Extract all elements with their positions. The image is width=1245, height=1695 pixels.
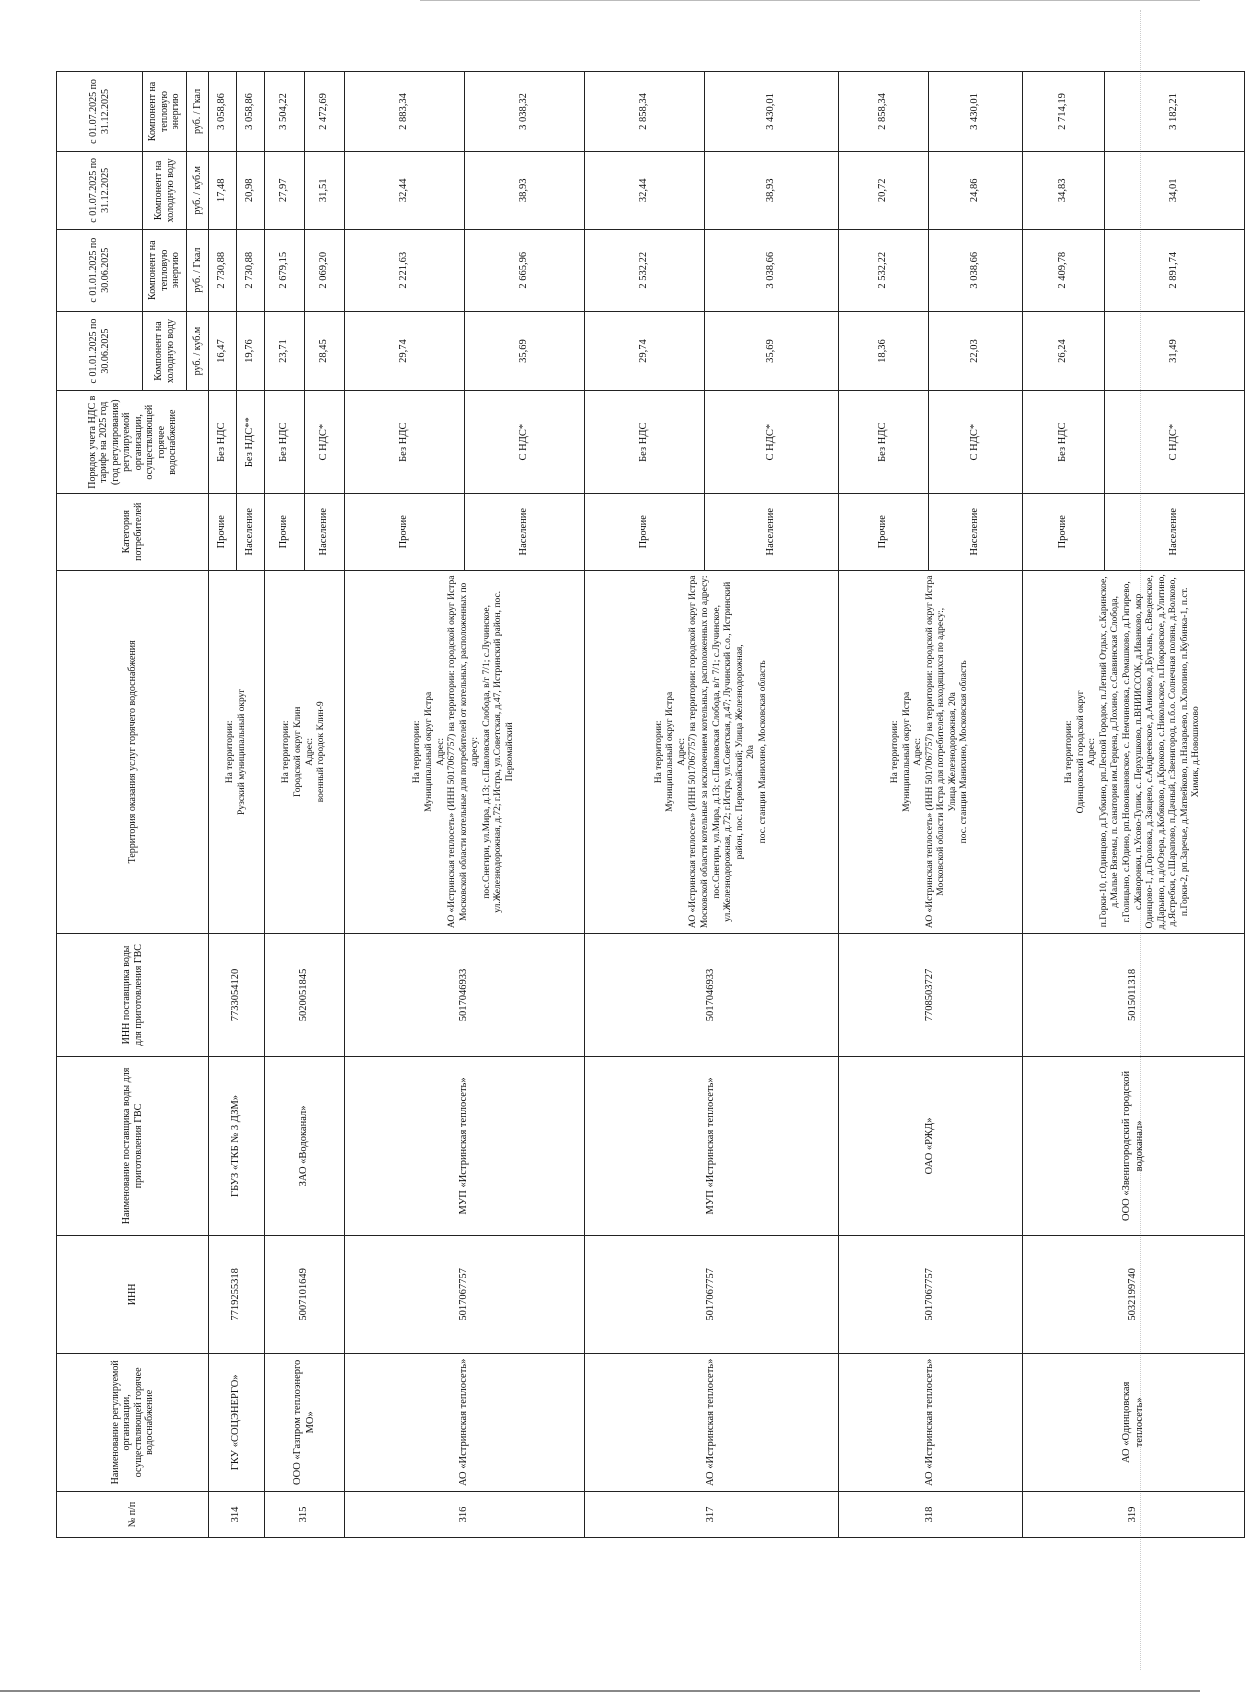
consumer-category: Прочие <box>265 493 305 570</box>
row-number: 318 <box>839 1491 1023 1537</box>
supplier-name: ГБУЗ «ТКБ № 3 ДЗМ» <box>209 1056 265 1235</box>
cold-water-h1: 35,69 <box>705 311 839 391</box>
table-body <box>209 72 1245 1538</box>
consumer-category: Население <box>929 493 1023 570</box>
consumer-category: Население <box>237 493 265 570</box>
row-number: 317 <box>585 1491 839 1537</box>
cold-water-h2: 34,01 <box>1105 151 1245 229</box>
cold-water-h2: 24,86 <box>929 151 1023 229</box>
supplier-name: ЗАО «Водоканал» <box>265 1056 345 1235</box>
vat-order: Без НДС** <box>237 391 265 493</box>
consumer-category: Население <box>305 493 345 570</box>
consumer-category: Прочие <box>585 493 705 570</box>
territory <box>265 570 345 933</box>
heat-energy-h2: 2 714,19 <box>1023 72 1105 152</box>
scan-edge-top <box>420 0 1200 1</box>
vat-order: С НДС* <box>465 391 585 493</box>
vat-order: Без НДС <box>839 391 929 493</box>
heat-energy-h2: 2 883,34 <box>345 72 465 152</box>
cold-water-h2: 31,51 <box>305 151 345 229</box>
header-period2-heat: с 01.07.2025 по 31.12.2025 <box>57 72 143 152</box>
territory-text: На территории: Муниципальный округ Истра Адрес: АО «Истринская теплосеть» (ИНН 5017067757) на территории: городской округ Истра Московской области котельные для потребителей от котельных, расположенных по адресу: пос.Снегири, ул.Мира, д.13; с.Павловская Слобода, в/г 7/1; с.Лучинское, ул.Железнодорожная, д.72; г.Истра, ул.Советская, д.47, Истринский район, пос. Первомайский <box>412 575 516 929</box>
cold-water-h1: 29,74 <box>585 311 705 391</box>
org-name: АО «Истринская теплосеть» <box>345 1353 585 1491</box>
territory-text: На территории: Рузский муниципальный округ <box>224 688 247 815</box>
heat-energy-h1: 3 038,66 <box>929 229 1023 311</box>
heat-energy-h2: 3 038,32 <box>465 72 585 152</box>
heat-energy-h2: 2 472,69 <box>305 72 345 152</box>
cold-water-h2: 38,93 <box>465 151 585 229</box>
supplier-inn: 5017046933 <box>585 934 839 1057</box>
org-name: ГКУ «СОЦЭНЕРГО» <box>209 1353 265 1491</box>
heat-energy-h2: 3 504,22 <box>265 72 305 152</box>
heat-energy-h1: 2 532,22 <box>839 229 929 311</box>
unit-heat-2: руб. / Гкал <box>187 72 209 152</box>
table-row <box>1023 72 1105 1538</box>
vat-order: Без НДС <box>265 391 305 493</box>
consumer-category: Прочие <box>839 493 929 570</box>
table-row <box>265 72 305 1538</box>
consumer-category: Прочие <box>1023 493 1105 570</box>
cold-water-h1: 26,24 <box>1023 311 1105 391</box>
heat-energy-h1: 2 221,63 <box>345 229 465 311</box>
consumer-category: Прочие <box>345 493 465 570</box>
org-inn: 5007101649 <box>265 1236 345 1354</box>
cold-water-h2: 34,83 <box>1023 151 1105 229</box>
heat-energy-h2: 3 430,01 <box>705 72 839 152</box>
cold-water-h1: 28,45 <box>305 311 345 391</box>
territory-text: На территории: Городской округ Клин Адрес: военный городок Клин-9 <box>281 701 327 803</box>
territory-text: На территории: Муниципальный округ Истра Адрес: АО «Истринская теплосеть» (ИНН 5017067757) на территории: городской округ Истра Московской области котельные за исключением котельных, расположенных по адресу: пос.Снегири, ул.Мира, д.13; с.Павловская Слобода, в/г 7/1; с.Лучинское, ул.Железнодорожная, д.72; г.Истра, ул.Советская, д.47; Лучинский с.о., Истринский район, пос. Первомайский; Улица Железнодорожная, 20а пос. станции Манихино, Московская область <box>653 575 768 929</box>
supplier-name: МУП «Истринская теплосеть» <box>585 1056 839 1235</box>
territory <box>585 570 839 933</box>
org-name: АО «Истринская теплосеть» <box>585 1353 839 1491</box>
tariff-table <box>56 71 1245 1538</box>
table-row <box>839 72 929 1538</box>
header-period2-cold: с 01.07.2025 по 31.12.2025 <box>57 151 143 229</box>
header-heat-energy-2: Компонент на тепловую энергию <box>143 72 187 152</box>
cold-water-h2: 27,97 <box>265 151 305 229</box>
consumer-category: Население <box>465 493 585 570</box>
heat-energy-h1: 2 665,96 <box>465 229 585 311</box>
table-row <box>585 72 705 1538</box>
vat-order: С НДС* <box>1105 391 1245 493</box>
territory <box>209 570 265 933</box>
heat-energy-h1: 2 730,88 <box>237 229 265 311</box>
supplier-name: ООО «Звенигородский городской водоканал» <box>1023 1056 1245 1235</box>
row-number: 316 <box>345 1491 585 1537</box>
territory <box>345 570 585 933</box>
heat-energy-h1: 2 409,78 <box>1023 229 1105 311</box>
territory <box>839 570 1023 933</box>
header-cold-water-2: Компонент на холодную воду <box>143 151 187 229</box>
heat-energy-h2: 2 858,34 <box>585 72 705 152</box>
cold-water-h1: 22,03 <box>929 311 1023 391</box>
cold-water-h2: 32,44 <box>585 151 705 229</box>
org-inn: 5017067757 <box>585 1236 839 1354</box>
rotated-page <box>56 71 1202 1538</box>
header-supplier-name: Наименование поставщика воды для приготовления ГВС <box>57 1056 209 1235</box>
header-inn: ИНН <box>57 1236 209 1354</box>
supplier-inn: 5017046933 <box>345 934 585 1057</box>
cold-water-h1: 23,71 <box>265 311 305 391</box>
table-row <box>345 72 465 1538</box>
header-num: № п/п <box>57 1491 209 1537</box>
cold-water-h1: 16,47 <box>209 311 237 391</box>
org-name: ООО «Газпром теплоэнерго МО» <box>265 1353 345 1491</box>
supplier-name: ОАО «РЖД» <box>839 1056 1023 1235</box>
row-number: 315 <box>265 1491 345 1537</box>
unit-water-1: руб. / куб.м <box>187 311 209 391</box>
vat-order: С НДС* <box>705 391 839 493</box>
vat-order: Без НДС <box>1023 391 1105 493</box>
heat-energy-h1: 3 038,66 <box>705 229 839 311</box>
org-inn: 7719255318 <box>209 1236 265 1354</box>
row-number: 319 <box>1023 1491 1245 1537</box>
row-number: 314 <box>209 1491 265 1537</box>
cold-water-h2: 17,48 <box>209 151 237 229</box>
consumer-category: Прочие <box>209 493 237 570</box>
consumer-category: Население <box>1105 493 1245 570</box>
consumer-category: Население <box>705 493 839 570</box>
cold-water-h2: 20,98 <box>237 151 265 229</box>
territory-text: На территории: Муниципальный округ Истра Адрес: АО «Истринская теплосеть» (ИНН 5017067757) на территории: городской округ Истра Московской области Истра для потребителей, находящихся по адресу:, Улица Железнодорожная, 20а пос. станции Манихино, Московская область <box>889 575 970 929</box>
heat-energy-h1: 2 069,20 <box>305 229 345 311</box>
heat-energy-h2: 3 058,86 <box>237 72 265 152</box>
org-name: АО «Одинцовская теплосеть» <box>1023 1353 1245 1491</box>
heat-energy-h2: 3 430,01 <box>929 72 1023 152</box>
cold-water-h2: 20,72 <box>839 151 929 229</box>
vat-order: Без НДС <box>209 391 237 493</box>
vat-order: С НДС* <box>305 391 345 493</box>
cold-water-h1: 19,76 <box>237 311 265 391</box>
heat-energy-h2: 3 058,86 <box>209 72 237 152</box>
cold-water-h1: 29,74 <box>345 311 465 391</box>
cold-water-h1: 31,49 <box>1105 311 1245 391</box>
supplier-inn: 5015011318 <box>1023 934 1245 1057</box>
org-inn: 5017067757 <box>345 1236 585 1354</box>
heat-energy-h2: 2 858,34 <box>839 72 929 152</box>
header-supplier-inn: ИНН поставщика воды для приготовления ГВС <box>57 934 209 1057</box>
header-org-name: Наименование регулируемой организации, осуществляющей горячее водоснабжение <box>57 1353 209 1491</box>
supplier-inn: 7708503727 <box>839 934 1023 1057</box>
org-inn: 5032199740 <box>1023 1236 1245 1354</box>
vat-order: С НДС* <box>929 391 1023 493</box>
cold-water-h1: 35,69 <box>465 311 585 391</box>
territory <box>1023 570 1245 933</box>
supplier-name: МУП «Истринская теплосеть» <box>345 1056 585 1235</box>
vat-order: Без НДС <box>585 391 705 493</box>
header-territory: Территория оказания услуг горячего водоснабжения <box>57 570 209 933</box>
header-category: Категория потребителей <box>57 493 209 570</box>
vat-order: Без НДС <box>345 391 465 493</box>
header-period1-cold: с 01.01.2025 по 30.06.2025 <box>57 311 143 391</box>
heat-energy-h1: 2 891,74 <box>1105 229 1245 311</box>
supplier-inn: 5020051845 <box>265 934 345 1057</box>
header-heat-energy-1: Компонент на тепловую энергию <box>143 229 187 311</box>
org-inn: 5017067757 <box>839 1236 1023 1354</box>
heat-energy-h1: 2 679,15 <box>265 229 305 311</box>
heat-energy-h2: 3 182,21 <box>1105 72 1245 152</box>
unit-heat-1: руб. / Гкал <box>187 229 209 311</box>
header-period1-heat: с 01.01.2025 по 30.06.2025 <box>57 229 143 311</box>
org-name: АО «Истринская теплосеть» <box>839 1353 1023 1491</box>
header-vat: Порядок учета НДС в тарифе на 2025 год (год регулирования) регулируемой организации, осуществляющей горячее водоснабжение <box>57 391 209 493</box>
cold-water-h1: 18,36 <box>839 311 929 391</box>
territory-text: На территории: Одинцовский городской округ Адрес: п.Горки-10, г.Одинцово, д.Губкино, рп.Лесной Городок, п.Летний Отдых, с.Каринское, д.Малые Вяземы, п. санатория им.Герцена, д.Лохино, с.Саввинская Слобода, г.Голицыно, с.Юдино, рп.Новоивановское, с. Немчиновка, с.Ромашково, д.Гигирево, с.Жаворонки, п.Усово-Тупик, с. Перхушково, п.ВНИИССОК, д.Иванково, мкр Одинцово-1, д.Горловка, д.Заяцево, с.Андреевское, д.Аниково, д.Бутынь, с.Введенское, д.Дарьино, п.д/оОзера, д.Кобяково, д.Крюково, с.Никольское, п.Покровское, д.Улитино, д.Ястребки, с.Шарапово, п.Дачный, г.Звенигород, п.б.о. Солнечная поляна, д.Волково, п.Горки-2, рп.Заречье, д.Матвейково, п.Назарьево, п.Хлюпино, п.Кубинка-1, п.ст. Химик, д.Новошихово <box>1064 574 1202 930</box>
heat-energy-h1: 2 532,22 <box>585 229 705 311</box>
supplier-inn: 7733054120 <box>209 934 265 1057</box>
heat-energy-h1: 2 730,88 <box>209 229 237 311</box>
unit-water-2: руб. / куб.м <box>187 151 209 229</box>
cold-water-h2: 38,93 <box>705 151 839 229</box>
scan-edge-bottom <box>0 1690 1200 1692</box>
header-cold-water-1: Компонент на холодную воду <box>143 311 187 391</box>
table-row <box>209 72 237 1538</box>
cold-water-h2: 32,44 <box>345 151 465 229</box>
